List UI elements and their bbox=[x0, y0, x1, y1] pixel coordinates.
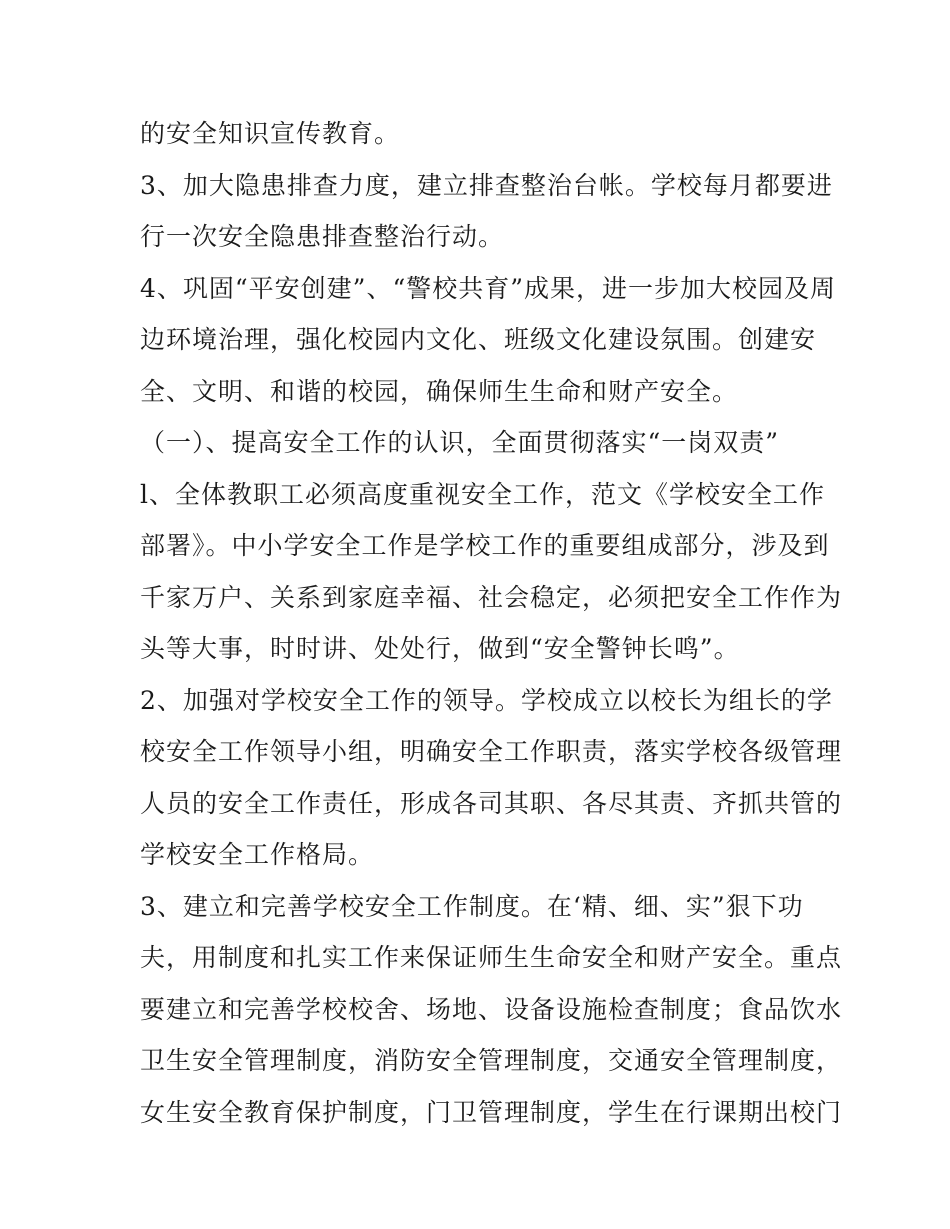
section-heading: （一）、提高安全工作的认识，全面贯彻落实“一岗双责” bbox=[140, 428, 780, 457]
text-line: 头等大事，时时讲、处处行，做到“安全警钟长鸣”。 bbox=[140, 634, 740, 663]
text-line: 3、建立和完善学校安全工作制度。在‘精、细、实”狠下功 bbox=[140, 891, 804, 921]
text-line: l、全体教职工必须高度重视安全工作，范文《学校安全工作 bbox=[140, 479, 825, 509]
text-line: 校安全工作领导小组，明确安全工作职责，落实学校各级管理 bbox=[140, 737, 843, 766]
text-line: 部署》。中小学安全工作是学校工作的重要组成部分，涉及到 bbox=[140, 531, 830, 560]
text-line: 行一次安全隐患排查整治行动。 bbox=[140, 222, 505, 251]
text-line: 2、加强对学校安全工作的领导。学校成立以校长为组长的学 bbox=[140, 685, 833, 715]
text-line: 人员的安全工作责任，形成各司其职、各尽其责、齐抓共管的 bbox=[140, 788, 843, 818]
body-text bbox=[140, 108, 843, 1138]
text-line: 夫，用制度和扎实工作来保证师生生命安全和财产安全。重点 bbox=[140, 943, 843, 972]
text-line: 的安全知识宣传教育。 bbox=[140, 119, 401, 148]
text-line: 3、加大隐患排查力度，建立排查整治台帐。学校每月都要进 bbox=[140, 170, 833, 200]
text-line: 4、巩固“平安创建”、“警校共育”成果，进一步加大校园及周 bbox=[140, 273, 837, 303]
text-line: 要建立和完善学校校舍、场地、设备设施检查制度；食品饮水 bbox=[140, 994, 843, 1024]
text-line: 边环境治理，强化校园内文化、班级文化建设氛围。创建安 bbox=[140, 325, 817, 354]
text-line: 学校安全工作格局。 bbox=[140, 840, 375, 869]
text-line: 女生安全教育保护制度，门卫管理制度，学生在行课期出校门 bbox=[140, 1097, 843, 1127]
text-line: 全、文明、和谐的校园，确保师生生命和财产安全。 bbox=[140, 376, 739, 406]
text-line: 卫生安全管理制度，消防安全管理制度，交通安全管理制度， bbox=[140, 1046, 843, 1075]
text-line: 千家万户、关系到家庭幸福、社会稳定，必须把安全工作作为 bbox=[140, 582, 843, 612]
